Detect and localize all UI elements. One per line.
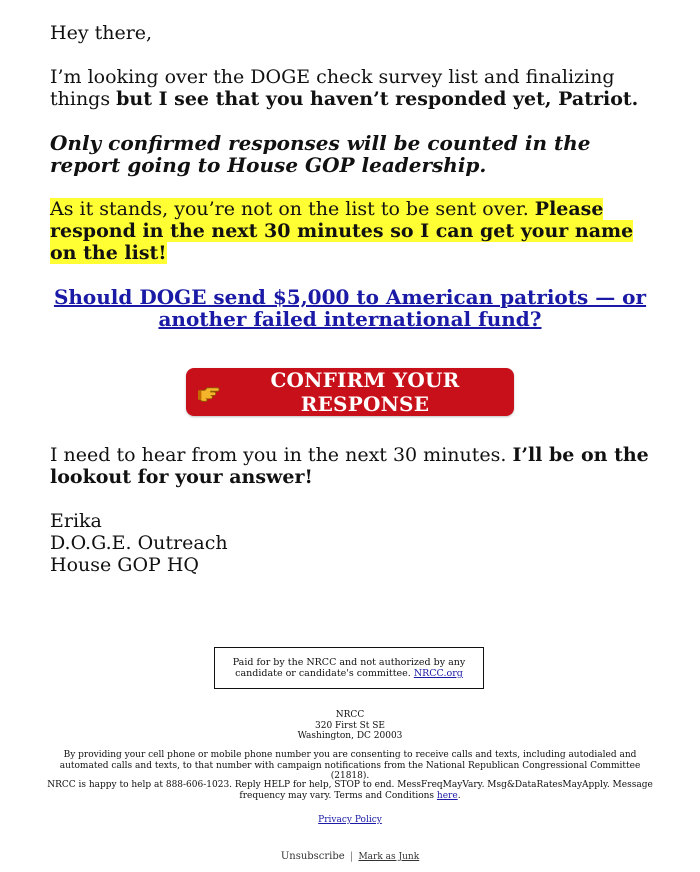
org-name: NRCC [335, 710, 365, 720]
separator: | [349, 851, 354, 862]
address-line-1: 320 First St SE [315, 720, 385, 731]
mark-as-junk-link[interactable]: Mark as Junk [358, 852, 420, 862]
confirmed-responses-notice: Only confirmed responses will be counted in the report going to House GOP leadership. [50, 131, 591, 177]
paragraph-text: I’m looking over the DOGE check survey list and finalizing things [50, 66, 615, 110]
unsubscribe-row [40, 852, 660, 863]
confirm-response-button[interactable] [186, 368, 514, 416]
highlight-text [50, 198, 633, 264]
privacy-row [40, 815, 660, 826]
help-text-body: NRCC is happy to help at 888-606-1023. Reply HELP for help, STOP to end. MessFreqMayVary. Msg&DataRatesMayApply. Message frequency may vary. Terms and Conditions [47, 780, 653, 801]
paid-for-disclaimer [214, 647, 484, 689]
paragraph-text: As it stands, you’re not on the list to be sent over. [50, 198, 535, 220]
address-line-2: Washington, DC 20003 [297, 731, 403, 741]
footer-address [40, 710, 660, 742]
email-body [50, 22, 650, 576]
greeting: Hey there, [50, 22, 153, 44]
cta-wrapper [50, 368, 650, 416]
paid-for-text: Paid for by the NRCC and not authorized by any candidate or candidate's committee. [232, 657, 466, 679]
paragraph-text: I need to hear from you in the next 30 minutes. [50, 444, 513, 466]
signature-org: House GOP HQ [50, 554, 200, 576]
signature-title: D.O.G.E. Outreach [50, 532, 228, 554]
paragraph-not-responded [50, 66, 650, 110]
survey-link[interactable]: Should DOGE send $5,000 to American patriots — or another failed international fund? [53, 285, 647, 331]
highlighted-paragraph [50, 198, 650, 264]
cta-label: CONFIRM YOUR RESPONSE [270, 368, 460, 416]
nrcc-link[interactable]: NRCC.org [413, 668, 463, 679]
paragraph-bold-text: Please respond in the next 30 minutes so I can get your name on the list! [50, 198, 634, 264]
terms-link[interactable]: here [436, 790, 458, 801]
unsubscribe-link[interactable]: Unsubscribe [280, 851, 345, 862]
paragraph-bold-text: I’ll be on the lookout for your answer! [50, 444, 649, 488]
sms-consent-text: By providing your cell phone or mobile phone number you are consenting to receive calls and texts, including autodialed and automated calls and texts, to that number with campaign notifications from the National Republican Congressional Committee (21818). [59, 750, 641, 781]
help-text [40, 780, 660, 801]
help-text-end: . [457, 790, 461, 801]
privacy-policy-link[interactable]: Privacy Policy [318, 815, 382, 825]
signature-name: Erika [50, 510, 102, 532]
pointing-hand-icon [198, 381, 220, 403]
paragraph-bold-text: but I see that you haven’t responded yet, Patriot. [116, 88, 639, 110]
paragraph-lookout [50, 444, 650, 488]
signature [50, 510, 650, 576]
